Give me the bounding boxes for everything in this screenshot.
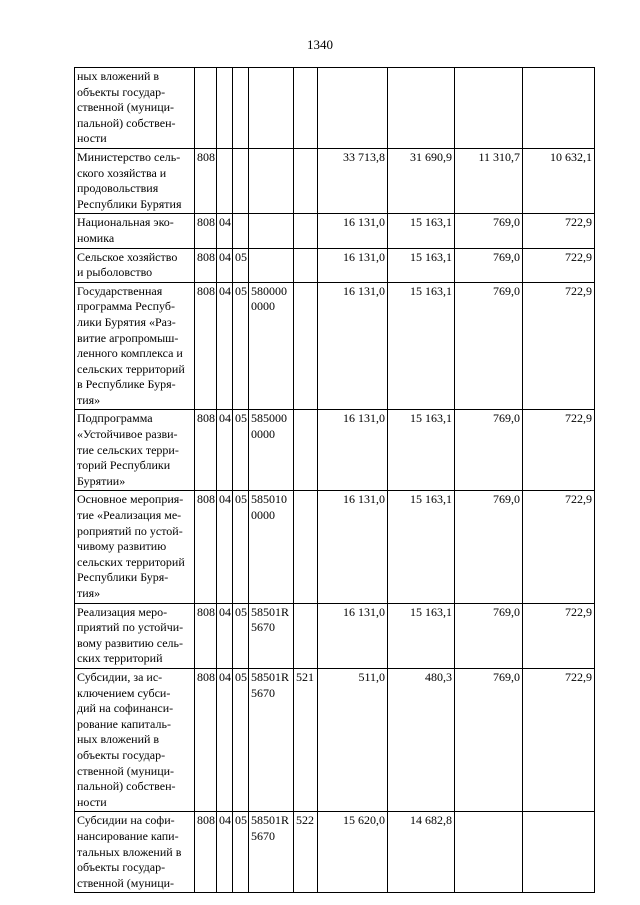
value-cell-3: 769,0 bbox=[455, 668, 523, 811]
value-cell-4: 722,9 bbox=[523, 214, 595, 248]
value-cell-2: 15 163,1 bbox=[388, 410, 455, 491]
vr-code-cell bbox=[294, 282, 318, 410]
value-cell-1: 16 131,0 bbox=[318, 410, 388, 491]
value-cell-1: 16 131,0 bbox=[318, 248, 388, 282]
value-cell-2: 480,3 bbox=[388, 668, 455, 811]
gr-code-cell bbox=[195, 68, 217, 149]
budget-table bbox=[74, 67, 595, 893]
table-row bbox=[75, 214, 595, 248]
vr-code-cell bbox=[294, 214, 318, 248]
value-cell-1: 15 620,0 bbox=[318, 812, 388, 893]
pr-code-cell: 05 bbox=[233, 812, 249, 893]
row-name-cell: Субсидии на софи- нансирование капи- тальных вложений в объекты государ- ственной (муници- bbox=[75, 812, 195, 893]
target-code-cell bbox=[249, 148, 294, 213]
value-cell-2: 15 163,1 bbox=[388, 282, 455, 410]
value-cell-3: 769,0 bbox=[455, 214, 523, 248]
table-row bbox=[75, 668, 595, 811]
value-cell-4 bbox=[523, 68, 595, 149]
value-cell-3: 769,0 bbox=[455, 491, 523, 603]
value-cell-2: 31 690,9 bbox=[388, 148, 455, 213]
row-name-cell: ных вложений в объекты государ- ственной (муници- пальной) собствен- ности bbox=[75, 68, 195, 149]
table-row bbox=[75, 410, 595, 491]
value-cell-1: 33 713,8 bbox=[318, 148, 388, 213]
table-row bbox=[75, 68, 595, 149]
value-cell-4: 722,9 bbox=[523, 603, 595, 668]
value-cell-2: 15 163,1 bbox=[388, 603, 455, 668]
pr-code-cell: 05 bbox=[233, 491, 249, 603]
value-cell-3: 769,0 bbox=[455, 248, 523, 282]
pr-code-cell: 05 bbox=[233, 282, 249, 410]
gr-code-cell: 808 bbox=[195, 668, 217, 811]
value-cell-4: 722,9 bbox=[523, 668, 595, 811]
vr-code-cell bbox=[294, 491, 318, 603]
vr-code-cell: 522 bbox=[294, 812, 318, 893]
gr-code-cell: 808 bbox=[195, 603, 217, 668]
value-cell-2: 15 163,1 bbox=[388, 491, 455, 603]
value-cell-3: 769,0 bbox=[455, 282, 523, 410]
pr-code-cell bbox=[233, 68, 249, 149]
target-code-cell bbox=[249, 248, 294, 282]
row-name-cell: Национальная эко- номика bbox=[75, 214, 195, 248]
row-name-cell: Сельское хозяйство и рыболовство bbox=[75, 248, 195, 282]
target-code-cell bbox=[249, 68, 294, 149]
target-code-cell bbox=[249, 214, 294, 248]
pr-code-cell: 05 bbox=[233, 603, 249, 668]
vr-code-cell: 521 bbox=[294, 668, 318, 811]
table-row bbox=[75, 248, 595, 282]
value-cell-4: 10 632,1 bbox=[523, 148, 595, 213]
value-cell-2: 14 682,8 bbox=[388, 812, 455, 893]
value-cell-1: 16 131,0 bbox=[318, 491, 388, 603]
gr-code-cell: 808 bbox=[195, 282, 217, 410]
table-row bbox=[75, 491, 595, 603]
vr-code-cell bbox=[294, 603, 318, 668]
row-name-cell: Подпрограмма «Устойчивое разви- тие сельских терри- торий Республики Бурятии» bbox=[75, 410, 195, 491]
value-cell-1 bbox=[318, 68, 388, 149]
value-cell-3: 769,0 bbox=[455, 410, 523, 491]
target-code-cell: 58501R 5670 bbox=[249, 603, 294, 668]
page-number: 1340 bbox=[307, 37, 333, 52]
target-code-cell: 585010 0000 bbox=[249, 491, 294, 603]
rz-code-cell bbox=[217, 68, 233, 149]
target-code-cell: 580000 0000 bbox=[249, 282, 294, 410]
value-cell-2 bbox=[388, 68, 455, 149]
value-cell-4: 722,9 bbox=[523, 282, 595, 410]
value-cell-4 bbox=[523, 812, 595, 893]
value-cell-4: 722,9 bbox=[523, 410, 595, 491]
target-code-cell: 58501R 5670 bbox=[249, 668, 294, 811]
pr-code-cell: 05 bbox=[233, 668, 249, 811]
table-row bbox=[75, 812, 595, 893]
rz-code-cell bbox=[217, 148, 233, 213]
rz-code-cell: 04 bbox=[217, 668, 233, 811]
value-cell-1: 16 131,0 bbox=[318, 282, 388, 410]
gr-code-cell: 808 bbox=[195, 248, 217, 282]
vr-code-cell bbox=[294, 68, 318, 149]
row-name-cell: Министерство сель- ского хозяйства и продовольствия Республики Бурятия bbox=[75, 148, 195, 213]
pr-code-cell bbox=[233, 148, 249, 213]
vr-code-cell bbox=[294, 148, 318, 213]
gr-code-cell: 808 bbox=[195, 491, 217, 603]
table-row bbox=[75, 282, 595, 410]
row-name-cell: Государственная программа Респуб- лики Бурятия «Раз- витие агропромыш- ленного комплекса и сельских территорий в Республике Буря- тия» bbox=[75, 282, 195, 410]
rz-code-cell: 04 bbox=[217, 214, 233, 248]
pr-code-cell: 05 bbox=[233, 410, 249, 491]
rz-code-cell: 04 bbox=[217, 491, 233, 603]
pr-code-cell: 05 bbox=[233, 248, 249, 282]
vr-code-cell bbox=[294, 248, 318, 282]
row-name-cell: Реализация меро- приятий по устойчи- вому развитию сель- ских территорий bbox=[75, 603, 195, 668]
target-code-cell: 585000 0000 bbox=[249, 410, 294, 491]
rz-code-cell: 04 bbox=[217, 812, 233, 893]
gr-code-cell: 808 bbox=[195, 812, 217, 893]
row-name-cell: Основное мероприя- тие «Реализация ме- роприятий по устой- чивому развитию сельских территорий Республики Буря- тия» bbox=[75, 491, 195, 603]
value-cell-1: 16 131,0 bbox=[318, 603, 388, 668]
value-cell-3 bbox=[455, 812, 523, 893]
gr-code-cell: 808 bbox=[195, 410, 217, 491]
value-cell-2: 15 163,1 bbox=[388, 248, 455, 282]
value-cell-4: 722,9 bbox=[523, 248, 595, 282]
value-cell-3 bbox=[455, 68, 523, 149]
value-cell-3: 769,0 bbox=[455, 603, 523, 668]
rz-code-cell: 04 bbox=[217, 248, 233, 282]
value-cell-4: 722,9 bbox=[523, 491, 595, 603]
gr-code-cell: 808 bbox=[195, 214, 217, 248]
value-cell-1: 16 131,0 bbox=[318, 214, 388, 248]
rz-code-cell: 04 bbox=[217, 410, 233, 491]
table-row bbox=[75, 603, 595, 668]
gr-code-cell: 808 bbox=[195, 148, 217, 213]
rz-code-cell: 04 bbox=[217, 603, 233, 668]
table-row bbox=[75, 148, 595, 213]
target-code-cell: 58501R 5670 bbox=[249, 812, 294, 893]
value-cell-1: 511,0 bbox=[318, 668, 388, 811]
vr-code-cell bbox=[294, 410, 318, 491]
value-cell-2: 15 163,1 bbox=[388, 214, 455, 248]
pr-code-cell bbox=[233, 214, 249, 248]
value-cell-3: 11 310,7 bbox=[455, 148, 523, 213]
rz-code-cell: 04 bbox=[217, 282, 233, 410]
row-name-cell: Субсидии, за ис- ключением субси- дий на софинанси- рование капиталь- ных вложений в объекты государ- ственной (муници- пальной) собствен- ности bbox=[75, 668, 195, 811]
